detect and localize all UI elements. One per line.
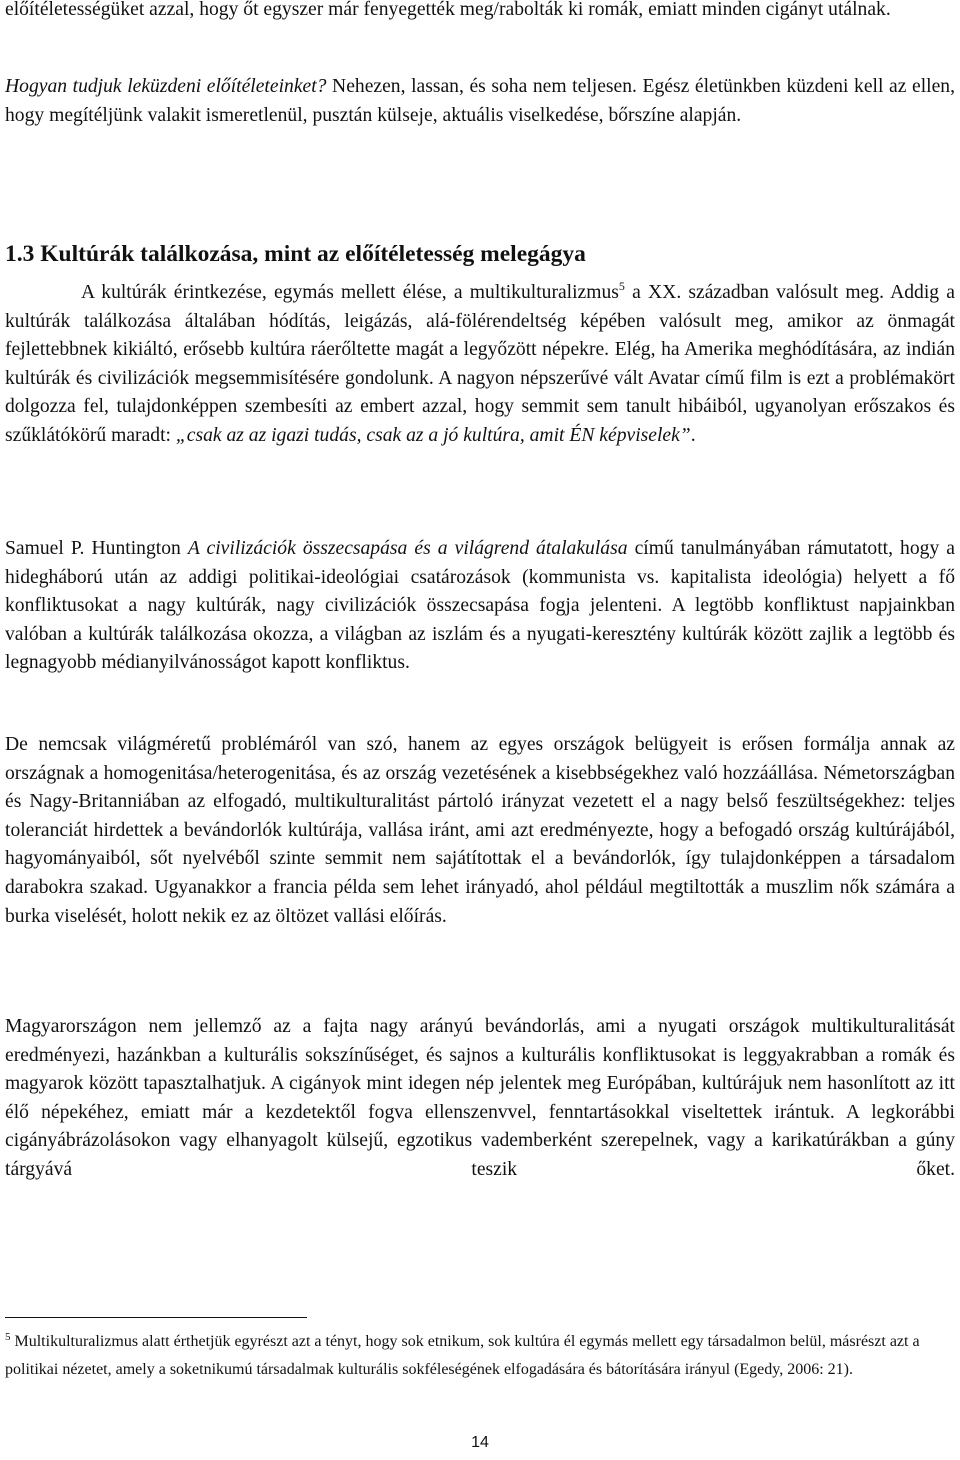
paragraph-hungary: Magyarországon nem jellemző az a fajta nagy arányú bevándorlás, ami a nyugati országok multikulturalitását eredményezi, hazánkban a kulturális sokszínűséget, és sajnos a kulturális konfliktusokat is leggyakrabban a romák és magyarok között tapasztalhatjuk. A cigányok mint idegen nép jelentek meg Európában, kultúrájuk nem hasonlított az itt élő népekéhez, emiatt már a kezdetektől fogva ellenszenvvel, fenntartásokkal viseltettek irántuk. A legkorábbi cigányábrázolásokon vagy elhanyagolt külsejű, egzotikus vademberként szerepelnek, vagy a karikatúrákban a gúny tárgyává teszik őket.: [5, 1016, 955, 1180]
cultures-end: .: [690, 424, 696, 446]
question-italic: Hogyan tudjuk leküzdeni előítéleteinket?: [5, 76, 327, 97]
footnote-reference[interactable]: 5: [618, 279, 625, 293]
footnote-separator: [5, 1317, 307, 1318]
paragraph-intro-tail: előítéletességüket azzal, hogy őt egyszer már fenyegették meg/rabolták ki romák, emiatt minden cigányt utálnak.: [5, 0, 891, 20]
huntington-author: Samuel P. Huntington: [5, 538, 188, 559]
footnote-text: Multikulturalizmus alatt érthetjük egyrészt azt a tényt, hogy sok etnikum, sok kultúra él egymás mellett egy társadalmon belül, másrészt azt a politikai nézetet, amely a soketnikumú társadalmak kulturális sokféleségének elfogadására és bátorítására irányul (Egedy, 2006: 21).: [5, 1333, 920, 1378]
question-rest: Nehezen, lassan, és soha nem teljesen. Egész életünkben küzdeni kell az ellen, hogy megítéljünk valakit ismeretlenül, pusztán külseje, aktuális viselkedése, bőrszíne alapján.: [5, 76, 955, 126]
paragraph-huntington: [5, 535, 955, 678]
cultures-after-ref: a XX. században valósult meg. Addig a kultúrák találkozása általában hódítás, leigázás, alá-fölérendeltség képében valósult meg, amikor az önmagát fejlettebbnek kikiáltó, erősebb kultúra ráerőltette magát a legyőzött népekre. Elég, ha Amerika meghódítására, az indián kultúrák és civilizációk megsemmisítésére gondolunk. A nagyon népszerűvé vált Avatar című film is ezt a problémakört dolgozza fel, tulajdonképpen szembesíti az embert azzal, hogy semmit sem tanult hibáiból, ugyanolyan erőszakos és szűklátókörű maradt:: [5, 282, 955, 446]
huntington-book-title: A civilizációk összecsapása és a világrend átalakulása: [187, 538, 628, 559]
cultures-quote: „csak az az igazi tudás, csak az a jó kultúra, amit ÉN képviselek”: [175, 424, 691, 446]
paragraph-question: [5, 73, 955, 130]
footnote-number: 5: [5, 1331, 11, 1343]
page-number: 14: [471, 1434, 489, 1451]
footnote: [5, 1328, 955, 1383]
paragraph-domestic: De nemcsak világméretű problémáról van szó, hanem az egyes országok belügyeit is erősen formálja annak az országnak a homogenitása/heterogenitása, és az ország vezetésének a kisebbségekhez való hozzáállása. Németországban és Nagy-Britanniában az elfogadó, multikulturalitást pártoló irányzat vezetett el a nagy belső feszültségekhez: teljes toleranciát hirdettek a bevándorlók kultúrája, vallása iránt, ami azt eredményezte, hogy a befogadó ország kultúrájából, hagyományaiból, sőt nyelvéből szinte semmit nem sajátítottak el a bevándorlók, így tulajdonképpen a társadalom darabokra szakad. Ugyanakkor a francia példa sem lehet irányadó, ahol például megtiltották a muszlim nők számára a burka viselését, holott nekik ez az öltözet vallási előírás.: [5, 734, 955, 927]
cultures-before-ref: A kultúrák érintkezése, egymás mellett élése, a multikulturalizmus: [81, 282, 619, 303]
huntington-rest: című tanulmányában rámutatott, hogy a hidegháború után az addigi politikai-ideológiai csatározások (kommunista vs. kapitalista ideológia) helyett a fő konfliktusokat a nagy kultúrák, nagy civilizációk összecsapása fogja jelenteni. A legtöbb konfliktust napjainkban valóban a kultúrák találkozása okozza, a világban az iszlám és a nyugati-keresztény kultúrák között zajlik a legtöbb és legnagyobb médianyilvánosságot kapott konfliktus.: [5, 538, 955, 674]
paragraph-cultures: [5, 279, 955, 451]
section-heading: 1.3 Kultúrák találkozása, mint az előítéletesség melegágya: [5, 241, 586, 267]
